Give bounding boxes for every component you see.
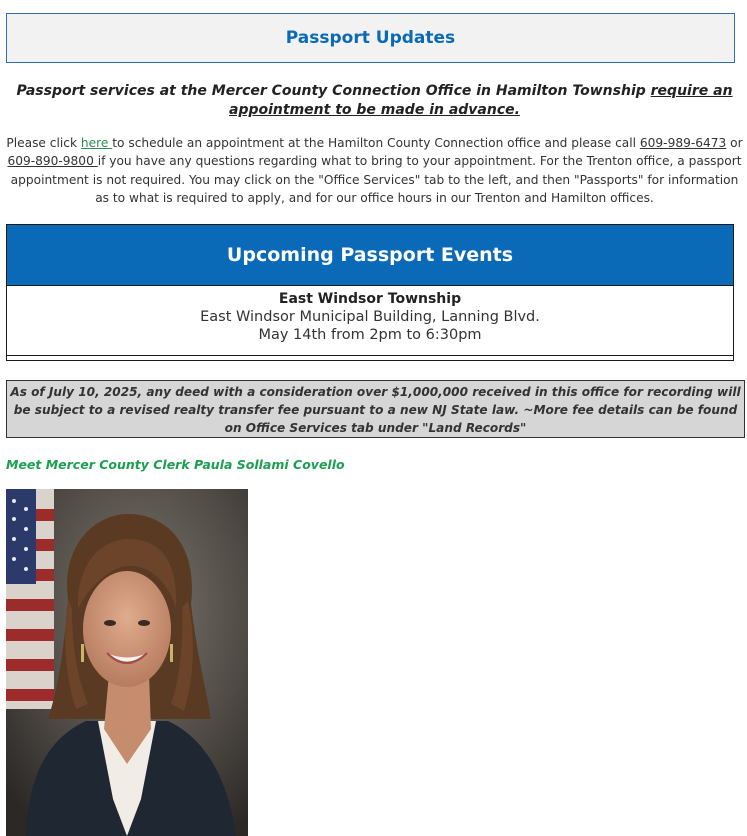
passport-updates-banner (6, 13, 735, 63)
events-header-label: Upcoming Passport Events (226, 244, 514, 266)
intro-text-3: or (726, 136, 743, 150)
realty-fee-notice-text: As of July 10, 2025, any deed with a consideration over $1,000,000 received in this office for recording will be subject to a revised realty transfer fee pursuant to a new NJ State law. ~More fee details can be found on Office Services tab under "Land Records" (10, 385, 741, 435)
event-title: East Windsor Township (278, 291, 462, 307)
passport-lead-paragraph (8, 82, 741, 120)
lead-text: Passport services at the Mercer County Connection Office in Hamilton Township (16, 83, 651, 99)
flag-graphic (6, 489, 54, 709)
clerk-portrait (6, 489, 248, 836)
events-header (7, 225, 733, 286)
intro-text-4: if you have any questions regarding what to bring to your appointment. For the Trenton office, a passport appointment is not required. You may click on the "Office Services" tab to the left, and then "Passports" for information as to what is required to apply, and for our office hours in our Trenton and Hamilton offices. (10, 154, 742, 205)
meet-clerk-heading: Meet Mercer County Clerk Paula Sollami Covello (6, 457, 345, 472)
upcoming-events-table (6, 224, 734, 361)
event-time: May 14th from 2pm to 6:30pm (258, 327, 482, 343)
event-empty-row (7, 356, 733, 360)
appointment-required-text: require an appointment to be made in advance. (229, 83, 733, 118)
passport-updates-title: Passport Updates (285, 28, 456, 48)
schedule-appointment-link[interactable]: here (80, 136, 113, 150)
phone-link-hamilton[interactable]: 609-989-6473 (639, 136, 727, 150)
passport-intro-paragraph (4, 134, 745, 207)
portrait-image (6, 489, 248, 836)
intro-text-1: Please click (6, 136, 81, 150)
event-location: East Windsor Municipal Building, Lanning Blvd. (200, 309, 540, 325)
realty-fee-notice (6, 380, 745, 438)
phone-link-alt[interactable]: 609-890-9800 (7, 154, 98, 169)
event-row (7, 286, 733, 356)
intro-text-2: to schedule an appointment at the Hamilton County Connection office and please call (112, 136, 640, 150)
